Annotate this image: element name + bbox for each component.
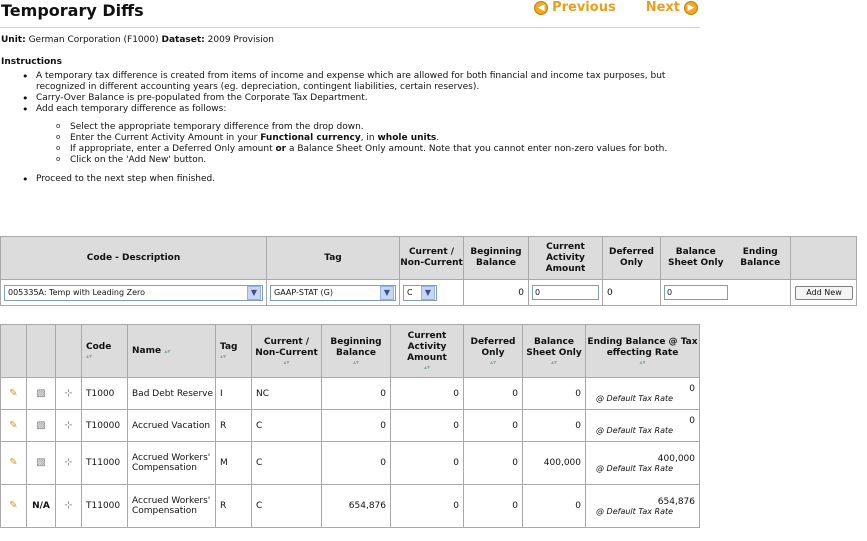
chevron-down-icon[interactable]: ▼: [247, 286, 261, 300]
add-new-button[interactable]: Add New: [795, 286, 853, 300]
previous-arrow-icon[interactable]: ◀: [534, 1, 548, 15]
instruction-bullet: • Add each temporary difference as follows:: [22, 104, 682, 115]
instruction-substep: o Enter the Current Activity Amount in your Functional currency, in whole units.: [56, 133, 682, 144]
row-rate: @ Default Tax Rate: [596, 426, 674, 435]
instruction-bullet: • Carry-Over Balance is pre-populated from the Corporate Tax Department.: [22, 93, 682, 104]
row-balance-sheet: 400,000: [523, 442, 586, 485]
next-arrow-icon[interactable]: ▶: [684, 1, 698, 15]
paperclip-icon[interactable]: ⊹: [64, 457, 73, 468]
chevron-down-icon[interactable]: ▼: [380, 286, 394, 300]
col-delete: [27, 325, 56, 378]
instruction-substep: o If appropriate, enter a Deferred Only amount or a Balance Sheet Only amount. Note that you cannot enter non-zero values for both.: [56, 144, 682, 155]
next-link[interactable]: Next: [645, 0, 680, 15]
row-tag: I: [216, 378, 252, 410]
col-beginning-balance[interactable]: Beginning Balance ▴▾: [322, 325, 391, 378]
sort-icon: ▴▾: [283, 358, 290, 366]
tag-select[interactable]: GAAP-STAT (G) ▼: [270, 285, 396, 301]
col-edit: [1, 325, 27, 378]
row-ending: 0: [689, 416, 695, 426]
sort-icon: ▴▾: [164, 347, 171, 355]
sort-icon: ▴▾: [352, 358, 360, 366]
row-deferred: 0: [464, 442, 523, 485]
col-current-noncurrent[interactable]: Current / Non-Current ▴▾: [252, 325, 322, 378]
instruction-bullet: • Proceed to the next step when finished.: [22, 174, 682, 185]
row-name: Accrued Workers' Compensation: [128, 442, 216, 485]
row-deferred: 0: [464, 378, 523, 410]
col-balance-sheet-only: Balance Sheet Only: [661, 237, 731, 280]
row-ending: 654,876: [657, 496, 695, 507]
table-row: [1, 378, 700, 410]
sort-icon: ▴▾: [489, 358, 497, 366]
current-activity-input[interactable]: 0: [532, 285, 599, 300]
col-action: [791, 237, 857, 280]
paperclip-icon[interactable]: ⊹: [64, 419, 73, 431]
table-row: [1, 442, 700, 485]
dataset-value: 2009 Provision: [207, 35, 274, 45]
edit-pencil-icon[interactable]: ✎: [9, 457, 18, 468]
col-ending-balance-rate[interactable]: Ending Balance @ Tax effecting Rate ▴▾: [586, 325, 700, 378]
row-activity: 0: [391, 410, 464, 442]
row-code: T11000: [82, 442, 128, 485]
col-tag: Tag: [267, 237, 400, 280]
row-rate: @ Default Tax Rate: [596, 394, 674, 403]
row-beginning: 0: [322, 378, 391, 410]
row-deferred: 0: [464, 410, 523, 442]
row-name: Accrued Workers' Compensation: [128, 485, 216, 528]
row-name: Accrued Vacation: [128, 410, 216, 442]
sort-icon: ▴▾: [86, 353, 93, 360]
page-title: Temporary Diffs: [1, 1, 144, 20]
row-current: NC: [252, 378, 322, 410]
instruction-bullet: • A temporary tax difference is created from items of income and expense which are allowed for both financial and income tax purposes, but recognized in different accounting years (eg. depreciation, contingent liabilities, certain reserves).: [22, 71, 682, 93]
col-tag[interactable]: Tag ▴▾: [216, 325, 252, 378]
table-row: [1, 485, 700, 528]
row-tag: R: [216, 410, 252, 442]
col-deferred-only[interactable]: Deferred Only ▴▾: [464, 325, 523, 378]
row-beginning: 0: [322, 410, 391, 442]
chevron-down-icon[interactable]: ▼: [421, 286, 435, 300]
sort-icon: ▴▾: [639, 358, 646, 366]
instruction-substep: o Select the appropriate temporary difference from the drop down.: [56, 122, 682, 133]
col-deferred-only: Deferred Only: [603, 237, 661, 280]
col-attach: [56, 325, 82, 378]
add-temp-diff-form: [0, 236, 857, 306]
paperclip-icon[interactable]: ⊹: [64, 500, 73, 511]
sort-icon: ▴▾: [220, 353, 227, 360]
col-balance-sheet-only[interactable]: Balance Sheet Only ▴▾: [523, 325, 586, 378]
col-beginning-balance: Beginning Balance: [464, 237, 529, 280]
row-beginning: 0: [322, 442, 391, 485]
row-rate: @ Default Tax Rate: [596, 463, 674, 473]
unit-dataset-line: [1, 35, 274, 45]
header-bar: [0, 0, 700, 28]
instructions-list: [22, 71, 682, 185]
row-rate: @ Default Tax Rate: [596, 506, 674, 516]
col-code-description: Code - Description: [1, 237, 267, 280]
row-deferred: 0: [464, 485, 523, 528]
row-current: C: [252, 442, 322, 485]
trash-can-icon[interactable]: ▧: [36, 457, 46, 468]
row-balance-sheet: 0: [523, 485, 586, 528]
col-current-activity[interactable]: Current Activity Amount ▴▾: [391, 325, 464, 378]
col-ending-balance: Ending Balance: [731, 237, 791, 280]
ending-balance-value: [731, 280, 791, 306]
row-name: Bad Debt Reserve: [128, 378, 216, 410]
sort-icon: ▴▾: [423, 364, 431, 371]
unit-value: German Corporation (F1000): [28, 35, 159, 45]
col-current-activity: Current Activity Amount: [529, 237, 603, 280]
edit-pencil-icon[interactable]: ✎: [9, 419, 18, 431]
row-balance-sheet: 0: [523, 410, 586, 442]
instructions-title: Instructions: [1, 57, 62, 67]
unit-label: Unit:: [1, 35, 26, 45]
balance-sheet-only-input[interactable]: 0: [664, 285, 728, 300]
edit-pencil-icon[interactable]: ✎: [9, 500, 18, 511]
table-row: [1, 410, 700, 442]
col-name[interactable]: Name ▴▾: [128, 325, 216, 378]
beginning-balance-value: 0: [464, 280, 529, 306]
row-tag: R: [216, 485, 252, 528]
instruction-substep: o Click on the 'Add New' button.: [56, 155, 682, 166]
row-balance-sheet: 0: [523, 378, 586, 410]
row-code: T11000: [82, 485, 128, 528]
row-tag: M: [216, 442, 252, 485]
instruction-substeps: [56, 122, 682, 166]
code-description-select[interactable]: 005335A: Temp with Leading Zero ▼: [4, 285, 263, 301]
row-activity: 0: [391, 442, 464, 485]
col-code[interactable]: Code ▴▾: [82, 325, 128, 378]
col-current-noncurrent: Current / Non-Current: [400, 237, 464, 280]
paperclip-icon[interactable]: ⊹: [64, 387, 73, 399]
trash-can-icon[interactable]: ▧: [36, 419, 46, 431]
row-beginning: 654,876: [322, 485, 391, 528]
edit-pencil-icon[interactable]: ✎: [9, 387, 18, 399]
current-noncurrent-select[interactable]: C ▼: [403, 285, 437, 301]
row-activity: 0: [391, 485, 464, 528]
previous-link[interactable]: Previous: [552, 0, 616, 15]
row-current: C: [252, 410, 322, 442]
step-nav: [534, 0, 698, 15]
dataset-label: Dataset:: [161, 35, 205, 45]
temp-diff-table: [0, 324, 700, 528]
row-code: T10000: [82, 410, 128, 442]
row-ending: 400,000: [657, 453, 695, 464]
sort-icon: ▴▾: [550, 358, 558, 366]
row-current: C: [252, 485, 322, 528]
row-activity: 0: [391, 378, 464, 410]
delete-not-available: N/A: [27, 485, 56, 528]
row-ending: 0: [689, 384, 695, 394]
deferred-only-value: 0: [603, 280, 661, 306]
trash-can-icon[interactable]: ▧: [36, 387, 46, 399]
row-code: T1000: [82, 378, 128, 410]
